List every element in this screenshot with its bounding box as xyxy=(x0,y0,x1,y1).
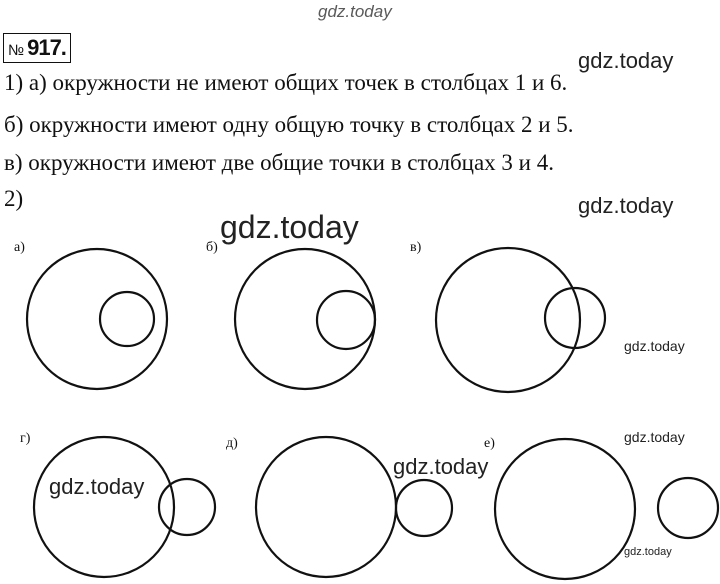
figure-b-large-circle xyxy=(235,249,375,389)
figure-b-small-circle xyxy=(317,291,375,349)
answer-line-2: б) окружности имеют одну общую точку в столбцах 2 и 5. xyxy=(4,112,574,137)
figure-label-d: д) xyxy=(226,436,238,451)
watermark-small-3: gdz.today xyxy=(624,546,672,558)
figure-label-b: б) xyxy=(206,240,218,255)
number-sign: № xyxy=(8,42,24,59)
figure-label-v: в) xyxy=(410,240,422,255)
answer-line-4: 2) xyxy=(4,186,24,211)
figure-d-small-circle xyxy=(396,480,452,536)
number-value: 917. xyxy=(27,35,66,60)
answer-line-1: 1) а) окружности не имеют общих точек в столбцах 1 и 6. xyxy=(4,70,568,95)
watermark-center: gdz.today xyxy=(220,209,359,245)
watermark-figure-g: gdz.today xyxy=(49,474,145,499)
figure-label-a: а) xyxy=(14,240,25,255)
figure-e-small-circle xyxy=(658,478,718,538)
watermark-small-1: gdz.today xyxy=(624,338,685,354)
figure-a-large-circle xyxy=(27,249,167,389)
figure-g-large-circle xyxy=(34,437,174,577)
watermark-figure-d: gdz.today xyxy=(393,454,489,479)
watermark-right-1: gdz.today xyxy=(578,48,674,73)
watermark-right-2: gdz.today xyxy=(578,193,674,218)
figure-d-large-circle xyxy=(256,437,396,577)
figure-label-e: е) xyxy=(484,436,495,451)
figure-g-small-circle xyxy=(159,479,215,535)
figure-a-small-circle xyxy=(100,292,154,346)
answer-line-3: в) окружности имеют две общие точки в столбцах 3 и 4. xyxy=(4,150,554,175)
figure-e-large-circle xyxy=(495,439,635,579)
figure-v-large-circle xyxy=(436,248,580,392)
watermark-top: gdz.today xyxy=(318,2,392,21)
watermark-small-2: gdz.today xyxy=(624,429,685,445)
figure-label-g: г) xyxy=(20,431,31,446)
figure-v-small-circle xyxy=(545,288,605,348)
